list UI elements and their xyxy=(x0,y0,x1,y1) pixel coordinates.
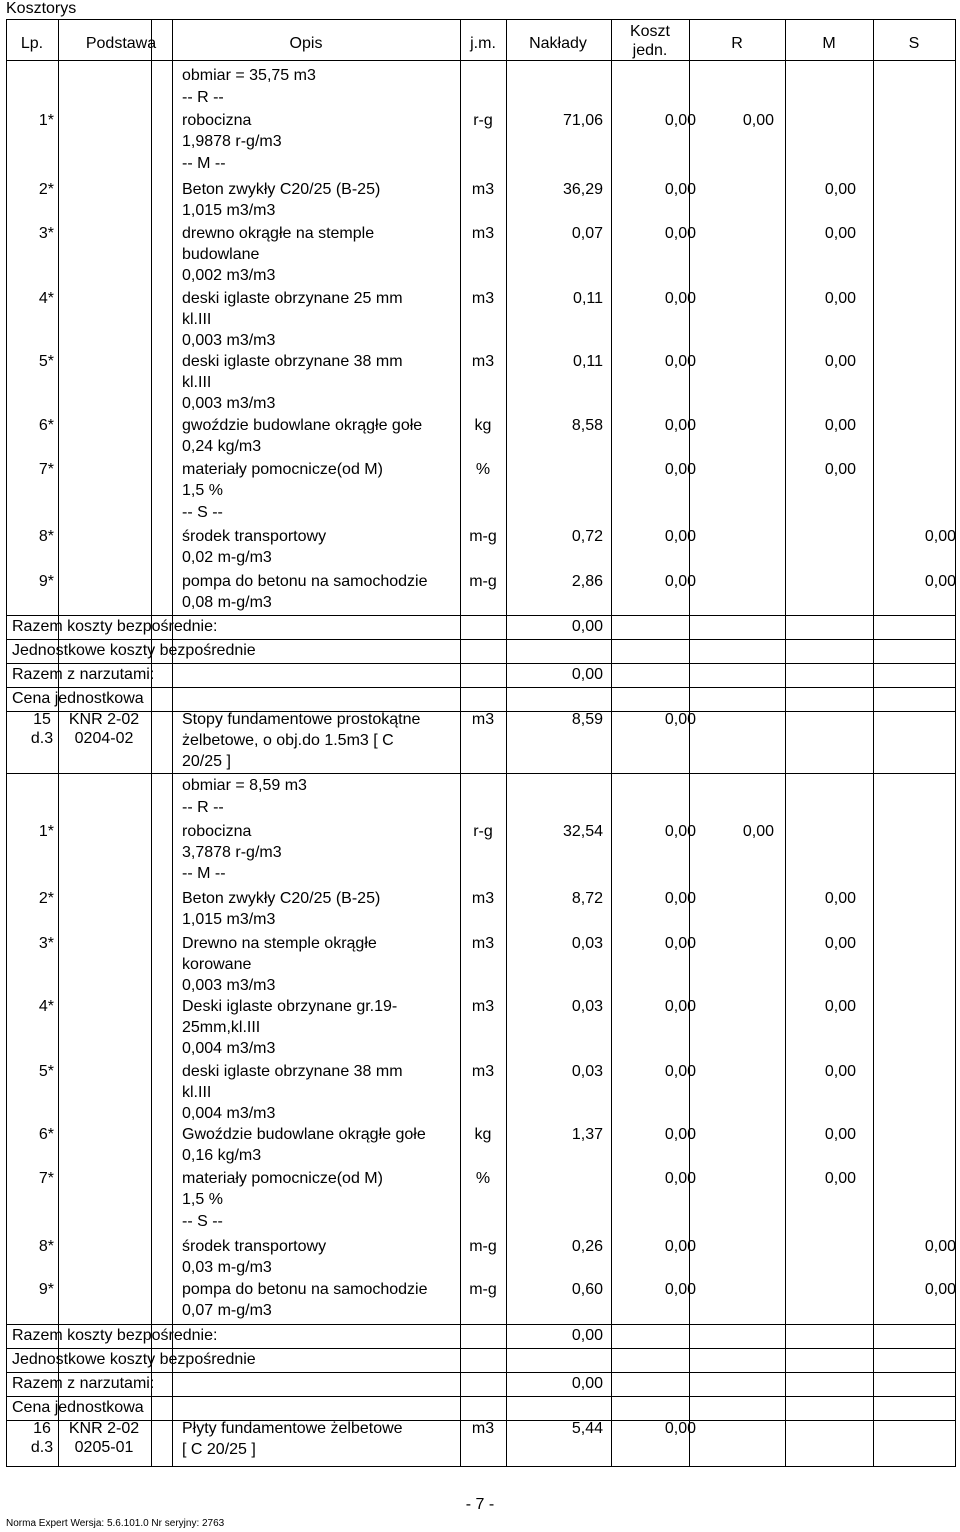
row-desc: 0,002 m3/m3 xyxy=(182,267,276,284)
row-desc: 0,07 m-g/m3 xyxy=(182,1302,272,1319)
row-naklady: 0,11 xyxy=(573,290,603,307)
position-lp-suffix: d.3 xyxy=(30,730,54,747)
position-lp: 16 xyxy=(33,1420,51,1437)
row-desc: 25mm,kl.III xyxy=(182,1019,261,1036)
summary-with-overheads-value: 0,00 xyxy=(571,666,603,683)
summary-divider xyxy=(6,1324,956,1325)
row-m: 0,00 xyxy=(824,461,856,478)
row-m: 0,00 xyxy=(824,417,856,434)
row-unit: r-g xyxy=(473,823,493,840)
row-koszt: 0,00 xyxy=(664,1281,696,1298)
header-m: M xyxy=(822,35,836,52)
row-desc: Drewno na stemple okrągłe xyxy=(182,935,377,952)
summary-unit-direct-costs: Jednostkowe koszty bezpośrednie xyxy=(12,642,256,659)
group-r-label: -- R -- xyxy=(182,799,224,816)
position-basis-code: 0205-01 xyxy=(74,1439,134,1456)
position-lp: 15 xyxy=(33,711,51,728)
row-m: 0,00 xyxy=(824,1126,856,1143)
row-desc: kl.III xyxy=(182,311,212,328)
summary-with-overheads: Razem z narzutami: xyxy=(12,666,155,683)
row-lp: 8* xyxy=(38,528,54,545)
position-description: Stopy fundamentowe prostokątne xyxy=(182,711,421,728)
row-desc: 0,003 m3/m3 xyxy=(182,332,276,349)
row-desc: 0,003 m3/m3 xyxy=(182,977,276,994)
position-description: [ C 20/25 ] xyxy=(182,1441,256,1458)
row-s: 0,00 xyxy=(924,1281,956,1298)
summary-with-overheads: Razem z narzutami: xyxy=(12,1375,155,1392)
page-number: - 7 - xyxy=(465,1496,495,1513)
row-r: 0,00 xyxy=(742,112,774,129)
row-unit: m-g xyxy=(469,1238,497,1255)
group-s-label: -- S -- xyxy=(182,1213,223,1230)
row-desc: 1,015 m3/m3 xyxy=(182,202,276,219)
row-naklady: 1,37 xyxy=(571,1126,603,1143)
header-jm: j.m. xyxy=(470,35,496,52)
summary-divider xyxy=(6,687,956,688)
row-unit: m-g xyxy=(469,1281,497,1298)
row-desc: 0,003 m3/m3 xyxy=(182,395,276,412)
position-basis: KNR 2-02 xyxy=(68,1420,140,1437)
summary-direct-costs-value: 0,00 xyxy=(571,1327,603,1344)
row-m: 0,00 xyxy=(824,1170,856,1187)
row-naklady: 0,26 xyxy=(571,1238,603,1255)
position-basis-code: 0204-02 xyxy=(74,730,134,747)
row-unit: kg xyxy=(474,417,492,434)
summary-divider xyxy=(6,1348,956,1349)
row-koszt: 0,00 xyxy=(664,112,696,129)
column-divider xyxy=(611,19,612,1467)
row-desc: robocizna xyxy=(182,823,252,840)
summary-divider xyxy=(6,663,956,664)
row-lp: 1* xyxy=(38,823,54,840)
row-koszt: 0,00 xyxy=(664,417,696,434)
summary-divider xyxy=(6,639,956,640)
software-version: Norma Expert Wersja: 5.6.101.0 Nr seryjny: 2763 xyxy=(6,1518,225,1529)
summary-direct-costs-value: 0,00 xyxy=(571,618,603,635)
position-unit: m3 xyxy=(471,1420,495,1437)
summary-direct-costs: Razem koszty bezpośrednie: xyxy=(12,1327,218,1344)
row-naklady: 0,11 xyxy=(573,353,603,370)
row-desc: środek transportowy xyxy=(182,528,327,545)
row-koszt: 0,00 xyxy=(664,1063,696,1080)
row-koszt: 0,00 xyxy=(664,823,696,840)
row-m: 0,00 xyxy=(824,290,856,307)
column-divider xyxy=(506,19,507,1467)
row-naklady: 0,72 xyxy=(571,528,603,545)
position-divider xyxy=(6,773,956,774)
row-desc: 0,004 m3/m3 xyxy=(182,1105,276,1122)
table-border-top xyxy=(6,19,956,20)
position-quantity: 8,59 xyxy=(571,711,603,728)
row-m: 0,00 xyxy=(824,353,856,370)
row-desc: 0,08 m-g/m3 xyxy=(182,594,272,611)
summary-unit-price: Cena jednostkowa xyxy=(12,1399,144,1416)
position-quantity: 5,44 xyxy=(571,1420,603,1437)
row-lp: 7* xyxy=(38,461,54,478)
row-desc: materiały pomocnicze(od M) xyxy=(182,461,383,478)
row-desc: Beton zwykły C20/25 (B-25) xyxy=(182,890,381,907)
row-koszt: 0,00 xyxy=(664,528,696,545)
row-desc: materiały pomocnicze(od M) xyxy=(182,1170,383,1187)
row-desc: pompa do betonu na samochodzie xyxy=(182,1281,428,1298)
row-naklady: 71,06 xyxy=(562,112,603,129)
summary-divider xyxy=(6,1372,956,1373)
summary-with-overheads-value: 0,00 xyxy=(571,1375,603,1392)
row-desc: 0,004 m3/m3 xyxy=(182,1040,276,1057)
group-m-label: -- M -- xyxy=(182,155,226,172)
row-naklady: 0,03 xyxy=(571,1063,603,1080)
row-desc: korowane xyxy=(182,956,252,973)
row-lp: 3* xyxy=(38,935,54,952)
row-naklady: 8,72 xyxy=(571,890,603,907)
position-description: żelbetowe, o obj.do 1.5m3 [ C xyxy=(182,732,394,749)
row-desc: kl.III xyxy=(182,374,212,391)
row-unit: m3 xyxy=(471,998,495,1015)
header-podstawa: Podstawa xyxy=(85,35,157,52)
obmiar-text: obmiar = 35,75 m3 xyxy=(182,67,316,84)
row-koszt: 0,00 xyxy=(664,1238,696,1255)
page-title: Kosztorys xyxy=(6,0,77,17)
group-s-label: -- S -- xyxy=(182,504,223,521)
group-r-label: -- R -- xyxy=(182,89,224,106)
row-desc: Deski iglaste obrzynane gr.19- xyxy=(182,998,398,1015)
row-koszt: 0,00 xyxy=(664,1126,696,1143)
row-desc: 1,5 % xyxy=(182,482,223,499)
row-m: 0,00 xyxy=(824,935,856,952)
summary-divider xyxy=(6,615,956,616)
row-desc: budowlane xyxy=(182,246,260,263)
row-desc: środek transportowy xyxy=(182,1238,327,1255)
row-desc: drewno okrągłe na stemple xyxy=(182,225,375,242)
row-unit: kg xyxy=(474,1126,492,1143)
row-desc: robocizna xyxy=(182,112,252,129)
row-koszt: 0,00 xyxy=(664,935,696,952)
position-basis: KNR 2-02 xyxy=(68,711,140,728)
row-desc: gwoździe budowlane okrągłe gołe xyxy=(182,417,423,434)
row-m: 0,00 xyxy=(824,1063,856,1080)
position-description: 20/25 ] xyxy=(182,753,231,770)
row-unit: m3 xyxy=(471,225,495,242)
row-m: 0,00 xyxy=(824,181,856,198)
row-unit: m3 xyxy=(471,290,495,307)
row-lp: 5* xyxy=(38,353,54,370)
row-unit: % xyxy=(475,461,491,478)
position-unit-cost: 0,00 xyxy=(664,1420,696,1437)
row-naklady: 0,07 xyxy=(571,225,603,242)
row-s: 0,00 xyxy=(924,1238,956,1255)
row-m: 0,00 xyxy=(824,890,856,907)
header-naklady: Nakłady xyxy=(529,35,587,52)
position-unit-cost: 0,00 xyxy=(664,711,696,728)
header-opis: Opis xyxy=(289,35,323,52)
row-lp: 9* xyxy=(38,1281,54,1298)
header-koszt: Koszt xyxy=(629,23,670,40)
row-unit: m-g xyxy=(469,528,497,545)
row-m: 0,00 xyxy=(824,998,856,1015)
row-lp: 1* xyxy=(38,112,54,129)
group-m-label: -- M -- xyxy=(182,865,226,882)
row-desc: Beton zwykły C20/25 (B-25) xyxy=(182,181,381,198)
position-description: Płyty fundamentowe żelbetowe xyxy=(182,1420,403,1437)
summary-unit-price: Cena jednostkowa xyxy=(12,690,144,707)
row-desc: deski iglaste obrzynane 38 mm xyxy=(182,1063,403,1080)
row-naklady: 0,60 xyxy=(571,1281,603,1298)
row-lp: 4* xyxy=(38,998,54,1015)
row-desc: kl.III xyxy=(182,1084,212,1101)
row-unit: r-g xyxy=(473,112,493,129)
row-naklady: 0,03 xyxy=(571,998,603,1015)
cost-estimate-table xyxy=(6,19,956,1467)
position-unit: m3 xyxy=(471,711,495,728)
row-lp: 3* xyxy=(38,225,54,242)
row-lp: 9* xyxy=(38,573,54,590)
row-m: 0,00 xyxy=(824,225,856,242)
row-lp: 2* xyxy=(38,181,54,198)
row-koszt: 0,00 xyxy=(664,353,696,370)
column-divider xyxy=(151,19,152,1467)
column-divider xyxy=(873,19,874,1467)
row-koszt: 0,00 xyxy=(664,225,696,242)
row-koszt: 0,00 xyxy=(664,890,696,907)
summary-unit-direct-costs: Jednostkowe koszty bezpośrednie xyxy=(12,1351,256,1368)
row-naklady: 2,86 xyxy=(571,573,603,590)
row-desc: 3,7878 r-g/m3 xyxy=(182,844,282,861)
row-unit: m3 xyxy=(471,353,495,370)
header-r: R xyxy=(731,35,743,52)
row-lp: 7* xyxy=(38,1170,54,1187)
row-desc: 0,02 m-g/m3 xyxy=(182,549,272,566)
row-s: 0,00 xyxy=(924,528,956,545)
row-s: 0,00 xyxy=(924,573,956,590)
header-koszt-line2: jedn. xyxy=(632,42,668,59)
row-desc: 1,015 m3/m3 xyxy=(182,911,276,928)
row-desc: pompa do betonu na samochodzie xyxy=(182,573,428,590)
row-lp: 6* xyxy=(38,1126,54,1143)
row-desc: deski iglaste obrzynane 38 mm xyxy=(182,353,403,370)
row-lp: 2* xyxy=(38,890,54,907)
row-desc: 0,03 m-g/m3 xyxy=(182,1259,272,1276)
row-lp: 5* xyxy=(38,1063,54,1080)
row-koszt: 0,00 xyxy=(664,181,696,198)
row-naklady: 32,54 xyxy=(562,823,603,840)
row-unit: m3 xyxy=(471,935,495,952)
row-unit: m3 xyxy=(471,1063,495,1080)
row-koszt: 0,00 xyxy=(664,573,696,590)
row-koszt: 0,00 xyxy=(664,998,696,1015)
row-koszt: 0,00 xyxy=(664,1170,696,1187)
row-desc: deski iglaste obrzynane 25 mm xyxy=(182,290,403,307)
row-desc: 1,9878 r-g/m3 xyxy=(182,133,282,150)
row-r: 0,00 xyxy=(742,823,774,840)
column-divider xyxy=(172,19,173,1467)
summary-direct-costs: Razem koszty bezpośrednie: xyxy=(12,618,218,635)
row-unit: m-g xyxy=(469,573,497,590)
row-desc: 0,24 kg/m3 xyxy=(182,438,262,455)
row-koszt: 0,00 xyxy=(664,290,696,307)
row-unit: % xyxy=(475,1170,491,1187)
summary-divider xyxy=(6,1396,956,1397)
header-divider xyxy=(6,60,956,61)
row-unit: m3 xyxy=(471,181,495,198)
row-lp: 6* xyxy=(38,417,54,434)
row-koszt: 0,00 xyxy=(664,461,696,478)
position-lp-suffix: d.3 xyxy=(30,1439,54,1456)
header-s: S xyxy=(908,35,920,52)
row-lp: 8* xyxy=(38,1238,54,1255)
row-naklady: 0,03 xyxy=(571,935,603,952)
table-border-left xyxy=(6,19,7,1467)
table-border-bottom xyxy=(6,1466,956,1467)
obmiar-text: obmiar = 8,59 m3 xyxy=(182,777,307,794)
row-desc: 0,16 kg/m3 xyxy=(182,1147,262,1164)
row-lp: 4* xyxy=(38,290,54,307)
row-unit: m3 xyxy=(471,890,495,907)
row-naklady: 36,29 xyxy=(562,181,603,198)
row-desc: 1,5 % xyxy=(182,1191,223,1208)
row-naklady: 8,58 xyxy=(571,417,603,434)
header-lp: Lp. xyxy=(20,35,44,52)
row-desc: Gwoździe budowlane okrągłe gołe xyxy=(182,1126,426,1143)
